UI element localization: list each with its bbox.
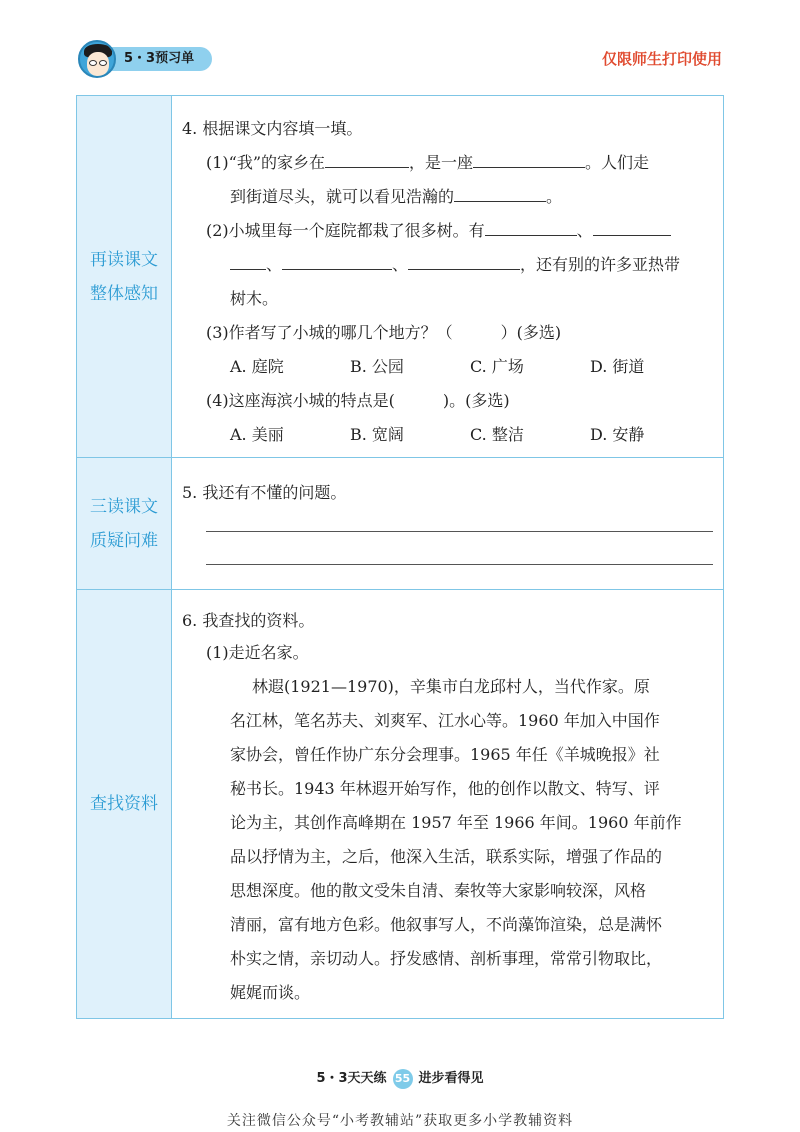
worksheet-table: [76, 95, 724, 1019]
answer-line[interactable]: [206, 531, 713, 532]
section-label: 查找资料: [77, 590, 172, 1018]
page-header: [0, 0, 800, 90]
option-a[interactable]: A. 美丽: [230, 425, 284, 444]
question-line: (4)这座海滨小城的特点是( )。(多选): [206, 391, 510, 410]
answer-blank[interactable]: [230, 255, 266, 270]
promo-text: 关注微信公众号“小考教辅站”获取更多小学教辅资料: [226, 1113, 574, 1129]
option-d[interactable]: D. 安静: [590, 425, 645, 444]
question-line: (1)“我”的家乡在 ，是一座 。人们走: [206, 153, 650, 172]
question-title: 5. 我还有不懂的问题。: [182, 483, 347, 502]
answer-blank[interactable]: [282, 255, 392, 270]
answer-blank[interactable]: [325, 153, 409, 168]
paragraph-line: 清丽，富有地方色彩。他叙事写人，不尚藻饰渲染，总是满怀: [230, 915, 663, 934]
question-line: 树木。: [230, 289, 279, 308]
answer-blank[interactable]: [454, 187, 546, 202]
question-line: 到街道尽头，就可以看见浩瀚的 。: [230, 187, 563, 206]
answer-line[interactable]: [206, 564, 713, 565]
section-content: [172, 590, 723, 1018]
option-a[interactable]: A. 庭院: [230, 357, 284, 376]
series-tag: 5・3预习单: [108, 47, 212, 71]
section-label: 再读课文 整体感知: [77, 96, 172, 457]
option-b[interactable]: B. 宽阔: [350, 425, 404, 444]
question-line: (3)作者写了小城的哪几个地方？（ ）(多选): [206, 323, 562, 342]
question-line: (2)小城里每一个庭院都栽了很多树。有 、: [206, 218, 671, 241]
footer-series: 5・3天天练: [316, 1071, 387, 1086]
section-label: 三读课文 质疑问难: [77, 458, 172, 589]
paragraph-line: 名江林，笔名苏夫、刘爽军、江水心等。1960 年加入中国作: [230, 711, 660, 730]
question-title: 6. 我查找的资料。: [182, 611, 315, 630]
option-b[interactable]: B. 公园: [350, 357, 404, 376]
subheading: (1)走近名家。: [206, 643, 309, 662]
paragraph-line: 思想深度。他的散文受朱自清、秦牧等大家影响较深，风格: [230, 881, 647, 900]
mascot-logo: [78, 40, 116, 78]
paragraph-line: 论为主，其创作高峰期在 1957 年至 1966 年间。1960 年前作: [230, 813, 682, 832]
section-content: [172, 96, 723, 457]
section-questions: [77, 458, 723, 590]
section-research: [77, 590, 723, 1018]
page-footer: [0, 1067, 800, 1089]
paragraph-line: 品以抒情为主，之后，他深入生活，联系实际，增强了作品的: [230, 847, 663, 866]
option-c[interactable]: C. 整洁: [470, 425, 524, 444]
answer-blank[interactable]: [485, 221, 577, 236]
paragraph-line: 娓娓而谈。: [230, 983, 311, 1002]
option-c[interactable]: C. 广场: [470, 357, 524, 376]
section-content: [172, 458, 723, 589]
question-line: 、 、 ，还有别的许多亚热带: [230, 252, 680, 275]
paragraph-line: 秘书长。1943 年林遐开始写作，他的创作以散文、特写、评: [230, 779, 660, 798]
section-reread: [77, 96, 723, 458]
paragraph-line: 朴实之情，亲切动人。抒发感情、剖析事理，常常引物取比，: [230, 949, 663, 968]
print-notice: 仅限师生打印使用: [601, 50, 722, 68]
footer-slogan: 进步看得见: [418, 1071, 484, 1086]
answer-blank[interactable]: [473, 153, 585, 168]
page-number: 55: [393, 1069, 413, 1089]
question-title: 4. 根据课文内容填一填。: [182, 119, 363, 138]
option-d[interactable]: D. 街道: [590, 357, 645, 376]
paragraph-line: 林遐(1921—1970)，辛集市白龙邱村人，当代作家。原: [252, 677, 650, 696]
answer-blank[interactable]: [593, 221, 671, 236]
answer-blank[interactable]: [408, 255, 520, 270]
paragraph-line: 家协会，曾任作协广东分会理事。1965 年任《羊城晚报》社: [230, 745, 660, 764]
